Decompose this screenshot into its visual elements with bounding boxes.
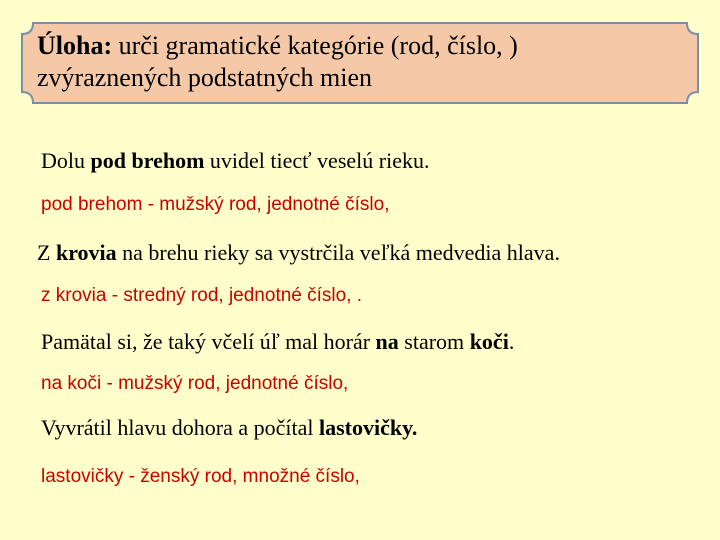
answer-1: pod brehom - mužský rod, jednotné číslo, <box>41 194 390 215</box>
sentence-2 <box>37 240 560 266</box>
sentence-text: Dolu <box>41 148 91 173</box>
answer-3: na koči - mužský rod, jednotné číslo, <box>41 373 349 394</box>
sentence-1 <box>41 148 429 174</box>
sentence-text: . <box>508 329 515 354</box>
task-text-line2: zvýraznených podstatných mien <box>37 63 372 92</box>
task-box <box>21 22 699 104</box>
highlighted-noun: pod brehom <box>90 148 205 173</box>
sentence-text: Pamätal si, že taký včelí úľ mal horár <box>41 329 376 354</box>
sentence-text: Z <box>37 240 56 265</box>
sentence-text: starom <box>398 329 470 354</box>
answer-4: lastovičky - ženský rod, množné číslo, <box>41 466 360 487</box>
task-text <box>37 30 687 94</box>
sentence-text: Vyvrátil hlavu dohora a počítal <box>41 415 319 440</box>
highlighted-noun: koči <box>469 329 509 354</box>
answer-2: z krovia - stredný rod, jednotné číslo, . <box>41 285 363 306</box>
sentence-3 <box>41 329 514 355</box>
sentence-text: uvidel tiecť veselú rieku. <box>204 148 430 173</box>
highlighted-noun: lastovičky. <box>318 415 418 440</box>
highlighted-word: na <box>375 329 399 354</box>
sentence-4 <box>41 415 417 441</box>
task-label: Úloha: <box>37 31 113 60</box>
highlighted-noun: krovia <box>55 240 117 265</box>
sentence-text: na brehu rieky sa vystrčila veľká medvedia hlava. <box>116 240 560 265</box>
task-text-line1: urči gramatické kategórie (rod, číslo, ) <box>112 31 518 60</box>
